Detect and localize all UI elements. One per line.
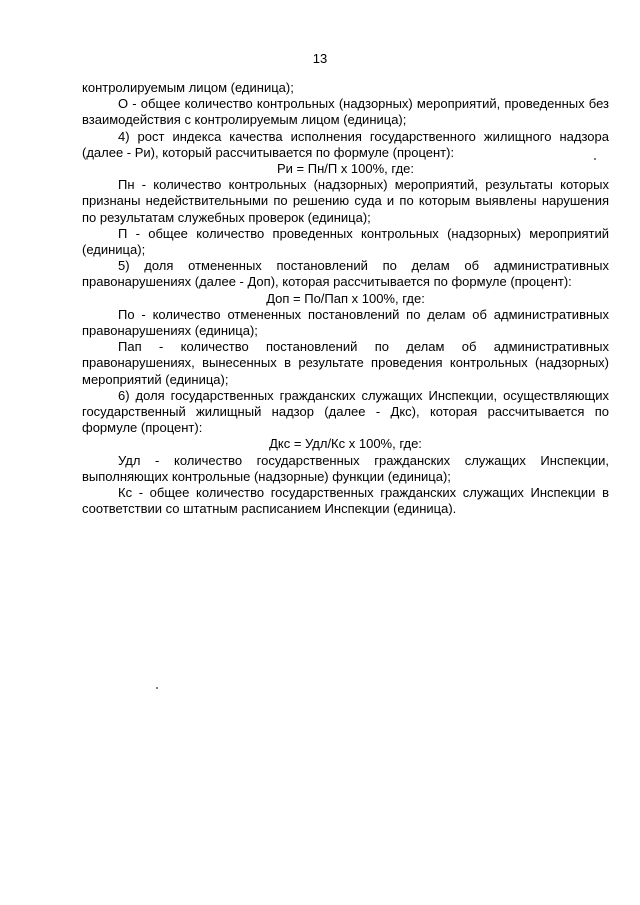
paragraph-definition-po: По - количество отмененных постановлений по делам об административных правонарушениях (единица); [82,306,609,339]
paragraph-item-4: 4) рост индекса качества исполнения государственного жилищного надзора (далее - Ри), который рассчитывается по формуле (процент): [82,128,609,160]
page-number: 13 [312,51,328,66]
paragraph-definition-pn: Пн - количество контрольных (надзорных) мероприятий, результаты которых признаны недействительными по решению суда и по которым выявлены нарушения по результатам служебных проверок (единица); [82,177,609,225]
paragraph-definition-udl: Удл - количество государственных гражданских служащих Инспекции, выполняющих контрольные (надзорные) функции (единица); [82,452,609,484]
paragraph-definition-pap: Пап - количество постановлений по делам об административных правонарушениях, вынесенных в результате проведения контрольных (надзорных) мероприятий (единица); [82,339,609,387]
paragraph-item-6: 6) доля государственных гражданских служащих Инспекции, осуществляющих государственный жилищный надзор (далее - Дкс), которая рассчитывается по формуле (процент): [82,387,609,436]
formula-dks: Дкс = Удл/Кс x 100%, где: [269,436,422,452]
paragraph-continuation: контролируемым лицом (единица); [82,80,294,95]
formula-ri: Ри = Пн/П x 100%, где: [276,161,414,177]
scan-speck [156,687,158,689]
paragraph-definition-o: О - общее количество контрольных (надзорных) мероприятий, проведенных без взаимодействия с контролируемым лицом (единица); [82,96,609,128]
paragraph-definition-p: П - общее количество проведенных контрольных (надзорных) мероприятий (единица); [82,225,609,258]
formula-dop: Доп = По/Пап x 100%, где: [266,290,425,306]
document-body [82,80,609,517]
paragraph-item-5: 5) доля отмененных постановлений по делам об административных правонарушениях (далее - Доп), которая рассчитывается по формуле (процент): [82,258,609,290]
paragraph-definition-ks: Кс - общее количество государственных гражданских служащих Инспекции в соответствии со штатным расписанием Инспекции (единица). [82,485,609,517]
scan-speck [594,158,596,160]
